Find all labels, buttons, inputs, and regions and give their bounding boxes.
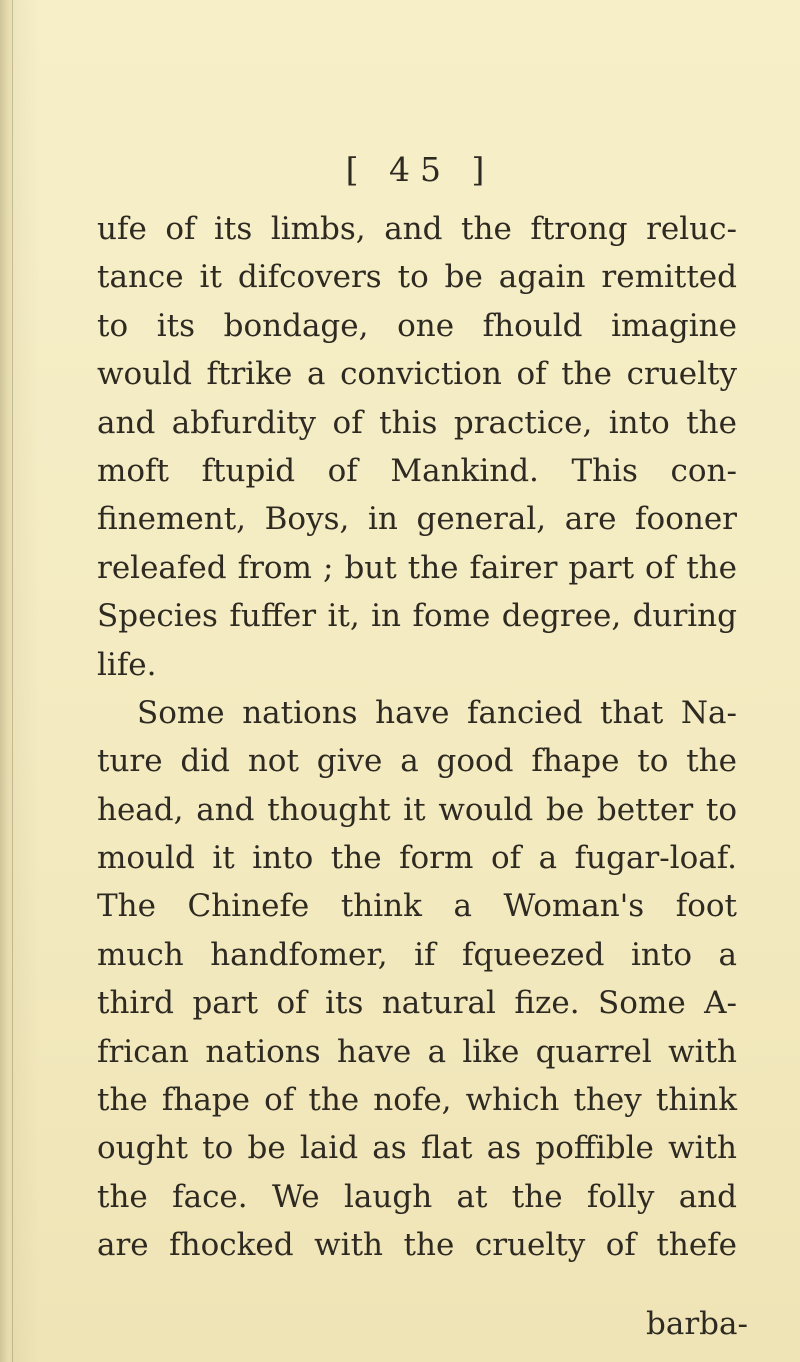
text-line: ture did not give a good fhape to the xyxy=(97,743,737,780)
body-text xyxy=(97,205,737,1270)
paragraph-start-line: Some nations have fancied that Na- xyxy=(137,694,737,731)
text-line: finement, Boys, in general, are fooner xyxy=(97,501,737,538)
text-line: ought to be laid as flat as poffible with xyxy=(97,1130,737,1167)
text-line: ufe of its limbs, and the ftrong reluc- xyxy=(97,211,737,247)
text-line: much handfomer, if fqueezed into a xyxy=(97,936,737,973)
text-line: head, and thought it would be better to xyxy=(97,791,737,828)
gutter-line xyxy=(12,0,13,1362)
catchword: barba- xyxy=(646,1306,748,1342)
text-line: the face. We laugh at the folly and xyxy=(97,1178,737,1215)
text-line: releafed from ; but the fairer part of the xyxy=(97,549,737,586)
page-number: [ 45 ] xyxy=(345,150,495,189)
text-line: Species fuffer it, in fome degree, during xyxy=(97,598,737,635)
text-line: third part of its natural fize. Some A- xyxy=(97,985,737,1022)
text-line: to its bondage, one fhould imagine xyxy=(97,307,737,344)
text-line: life. xyxy=(97,646,157,683)
text-line: are fhocked with the cruelty of thefe xyxy=(97,1227,737,1264)
text-line: the fhape of the nofe, which they think xyxy=(97,1082,737,1119)
text-line: and abfurdity of this practice, into the xyxy=(97,404,737,441)
text-line: frican nations have a like quarrel with xyxy=(97,1033,737,1070)
text-line: The Chinefe think a Woman's foot xyxy=(97,888,737,925)
text-line: tance it difcovers to be again remitted xyxy=(97,259,737,296)
text-line: mould it into the form of a fugar-loaf. xyxy=(97,840,737,877)
text-line: moft ftupid of Mankind. This con- xyxy=(97,452,737,489)
text-line: would ftrike a conviction of the cruelty xyxy=(97,356,737,393)
